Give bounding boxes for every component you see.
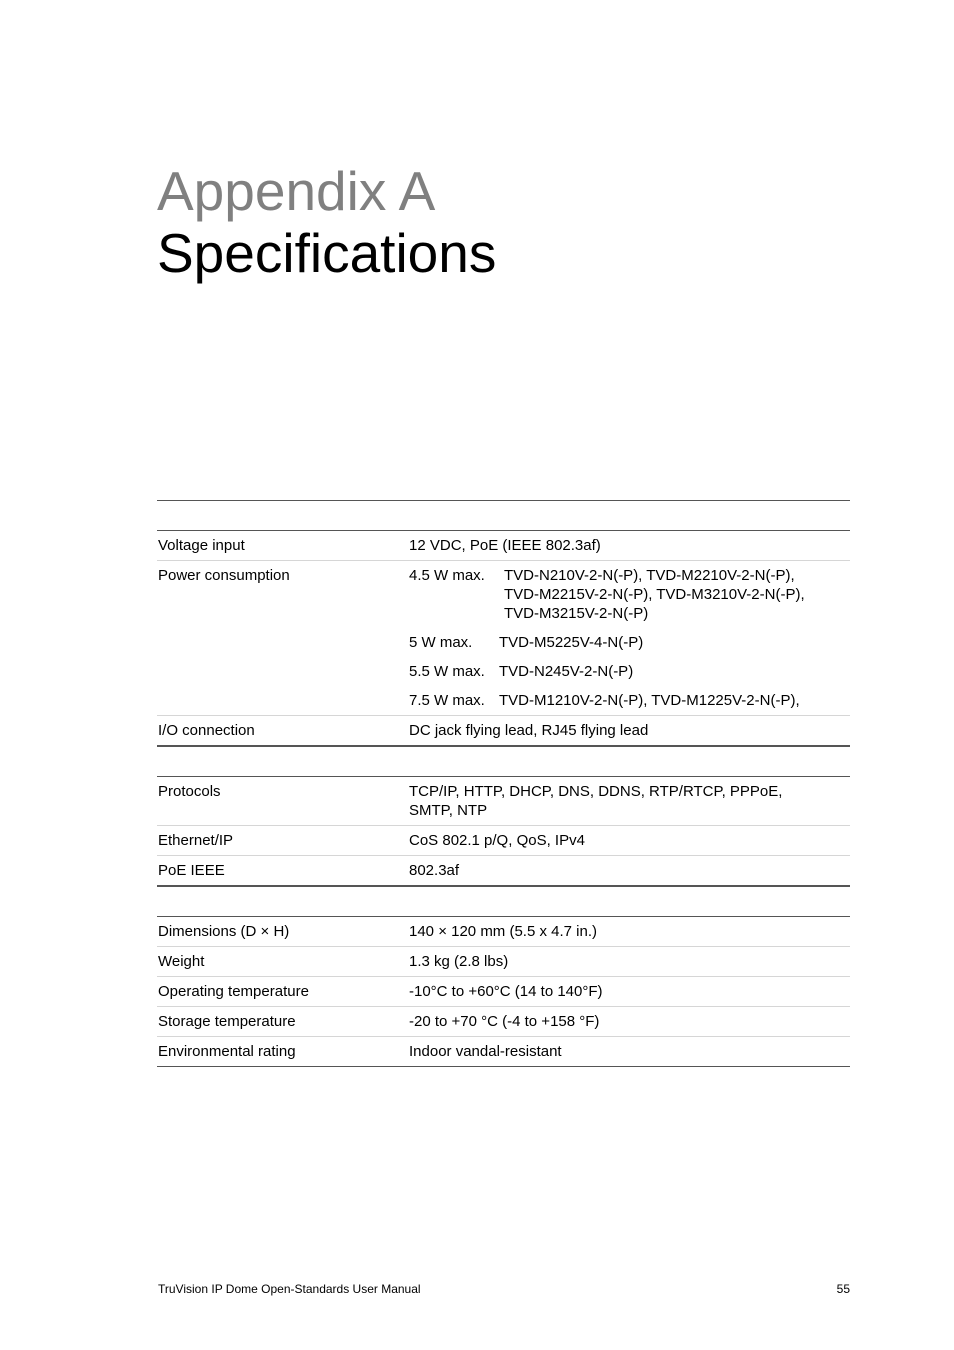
model-line: TVD-M5225V-4-N(-P) xyxy=(499,634,644,651)
spec-label: Protocols xyxy=(158,783,221,800)
spec-value: 1.3 kg (2.8 lbs) xyxy=(409,953,509,970)
power-models xyxy=(504,566,850,623)
spec-label: I/O connection xyxy=(158,722,255,739)
power-amount: 5 W max. xyxy=(409,634,473,651)
model-line: TVD-M3215V-2-N(-P) xyxy=(504,605,649,622)
power-entry xyxy=(409,691,850,710)
model-line: TVD-N245V-2-N(-P) xyxy=(499,663,634,680)
spec-value: -10°C to +60°C (14 to 140°F) xyxy=(409,983,603,1000)
power-entry xyxy=(409,633,850,652)
spec-label: Ethernet/IP xyxy=(158,832,234,849)
table-row xyxy=(157,777,850,825)
electrical-section xyxy=(157,500,850,746)
model-line: TVD-M2215V-2-N(-P), TVD-M3210V-2-N(-P), xyxy=(504,586,805,603)
spec-value: DC jack flying lead, RJ45 flying lead xyxy=(409,722,649,739)
spec-label: Storage temperature xyxy=(158,1013,296,1030)
spec-value: 12 VDC, PoE (IEEE 802.3af) xyxy=(409,537,601,554)
value-line: TCP/IP, HTTP, DHCP, DNS, DDNS, RTP/RTCP, PPPoE, xyxy=(409,783,783,800)
table-row xyxy=(157,1006,850,1036)
specifications-table xyxy=(157,500,850,1067)
spec-label: Operating temperature xyxy=(158,983,309,1000)
spec-label: Weight xyxy=(158,953,205,970)
page-heading xyxy=(157,160,496,284)
physical-section xyxy=(157,886,850,1067)
network-table xyxy=(157,776,850,886)
spec-value: -20 to +70 °C (-4 to +158 °F) xyxy=(409,1013,600,1030)
power-entry xyxy=(409,662,850,681)
spec-value: 140 × 120 mm (5.5 x 4.7 in.) xyxy=(409,923,598,940)
table-row xyxy=(157,946,850,976)
spec-label: Environmental rating xyxy=(158,1043,296,1060)
spec-value: CoS 802.1 p/Q, QoS, IPv4 xyxy=(409,832,585,849)
table-row xyxy=(157,1036,850,1066)
power-amount: 7.5 W max. xyxy=(409,692,485,709)
model-line: TVD-M1210V-2-N(-P), TVD-M1225V-2-N(-P), xyxy=(499,692,800,709)
value-line: SMTP, NTP xyxy=(409,802,488,819)
page-title: Specifications xyxy=(157,222,497,284)
table-row xyxy=(157,825,850,855)
network-section xyxy=(157,746,850,886)
power-entry xyxy=(409,566,850,623)
table-row xyxy=(157,855,850,885)
spec-value: 802.3af xyxy=(409,862,460,879)
table-row xyxy=(157,531,850,560)
footer-page-number: 55 xyxy=(836,1282,850,1296)
spec-value xyxy=(409,561,850,715)
footer-manual-title: TruVision IP Dome Open-Standards User Manual xyxy=(158,1282,421,1296)
spec-label: Dimensions (D × H) xyxy=(158,923,290,940)
spec-label: Voltage input xyxy=(158,537,245,554)
spec-value: Indoor vandal-resistant xyxy=(409,1043,562,1060)
spec-value xyxy=(409,777,850,825)
model-line: TVD-N210V-2-N(-P), TVD-M2210V-2-N(-P), xyxy=(504,567,795,584)
spec-label: Power consumption xyxy=(158,567,290,584)
table-row xyxy=(157,976,850,1006)
table-row xyxy=(157,917,850,946)
table-row xyxy=(157,715,850,745)
appendix-label: Appendix A xyxy=(157,160,436,222)
electrical-table xyxy=(157,530,850,746)
power-amount: 4.5 W max. xyxy=(409,567,485,584)
power-amount: 5.5 W max. xyxy=(409,663,485,680)
spec-label: PoE IEEE xyxy=(158,862,225,879)
physical-table xyxy=(157,916,850,1067)
table-row xyxy=(157,560,850,715)
